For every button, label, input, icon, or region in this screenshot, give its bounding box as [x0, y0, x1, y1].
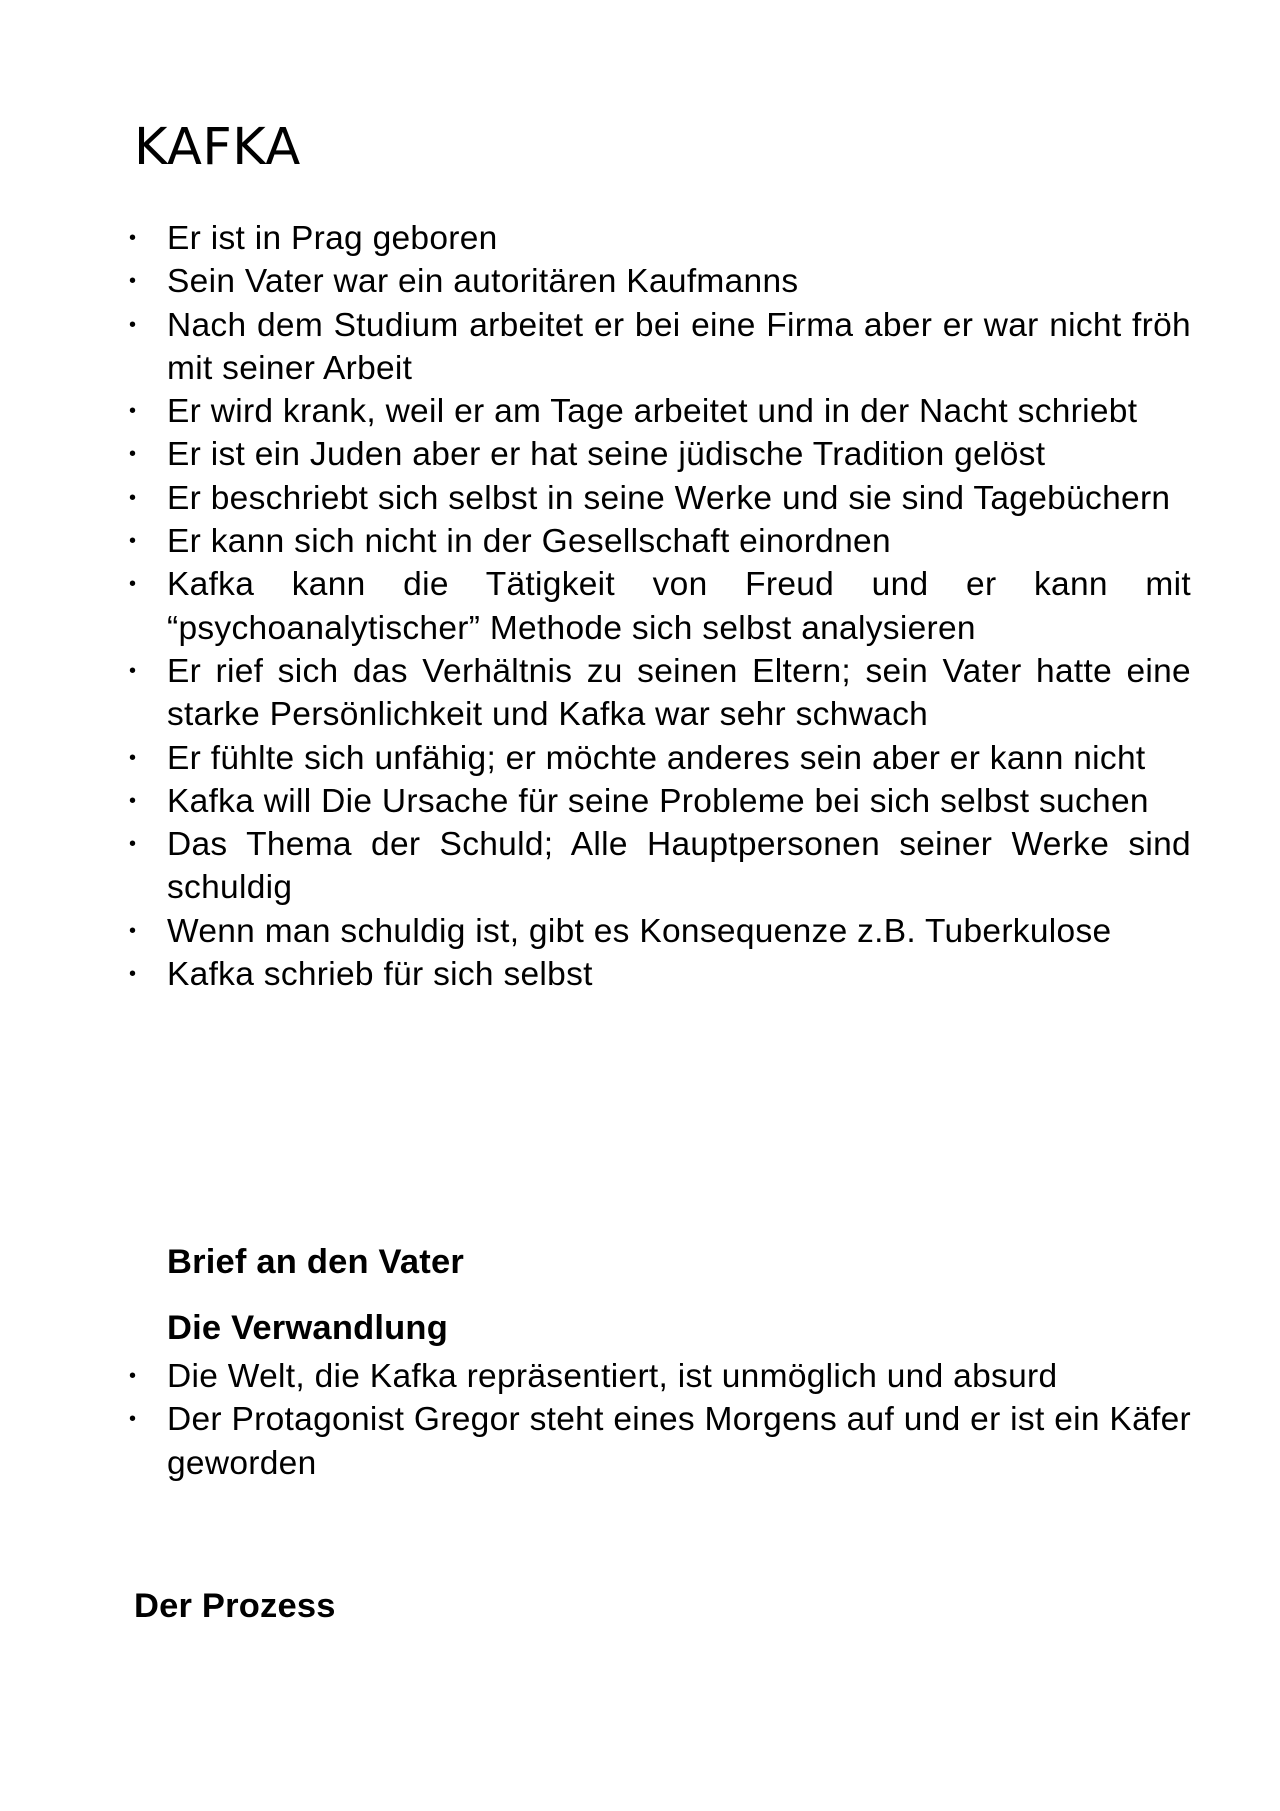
- bullet-icon: •: [129, 746, 137, 769]
- bullet-icon: •: [129, 963, 137, 986]
- list-item: [0, 563, 1191, 650]
- bullet-icon: •: [129, 400, 137, 423]
- heading-die-verwandlung: Die Verwandlung: [167, 1309, 448, 1347]
- list-item-text: Das Thema der Schuld; Alle Hauptpersonen seiner Werke sind schuldig: [167, 826, 1191, 907]
- heading-der-prozess: Der Prozess: [134, 1587, 336, 1625]
- list-item: [0, 1355, 1191, 1398]
- list-item: [0, 390, 1191, 433]
- list-item: [0, 650, 1191, 737]
- list-item: [0, 304, 1191, 391]
- bullet-icon: •: [129, 789, 137, 812]
- list-item-text: Sein Vater war ein autoritären Kaufmanns: [167, 263, 799, 301]
- bullet-icon: •: [129, 1408, 137, 1431]
- list-item-text: Kafka will Die Ursache für seine Probleme bei sich selbst suchen: [167, 782, 1149, 820]
- list-item-text: Er beschriebt sich selbst in seine Werke und sie sind Tagebüchern: [167, 479, 1171, 517]
- list-item-text: Er kann sich nicht in der Gesellschaft einordnen: [167, 523, 891, 561]
- list-item: [0, 477, 1191, 520]
- bullet-icon: •: [129, 1365, 137, 1387]
- list-item: [0, 260, 1191, 303]
- list-item: [0, 823, 1191, 910]
- list-item-text: Wenn man schuldig ist, gibt es Konsequenze z.B. Tuberkulose: [167, 912, 1112, 950]
- list-item: [0, 910, 1191, 953]
- list-item-text: Er ist in Prag geboren: [167, 220, 498, 257]
- list-item: [0, 953, 1191, 996]
- list-item-text: Er rief sich das Verhältnis zu seinen Eltern; sein Vater hatte eine starke Persönlichkeit und Kafka war sehr schwach: [167, 652, 1191, 734]
- list-item-text: Kafka kann die Tätigkeit von Freud und er kann mit “psychoanalytischer” Methode sich selbst analysieren: [167, 566, 1191, 647]
- bullet-icon: •: [129, 227, 137, 249]
- document-title: KAFKA: [134, 118, 301, 177]
- bullet-icon: •: [129, 486, 137, 509]
- list-item-text: Er ist ein Juden aber er hat seine jüdische Tradition gelöst: [167, 436, 1046, 474]
- list-item-text: Er fühlte sich unfähig; er möchte anderes sein aber er kann nicht: [167, 739, 1146, 777]
- list-item: [0, 1398, 1191, 1485]
- bullet-icon: •: [129, 313, 137, 336]
- bullet-icon: •: [129, 919, 137, 942]
- verwandlung-list: [0, 1355, 1280, 1485]
- bullet-icon: •: [129, 573, 137, 596]
- list-item: [0, 780, 1191, 823]
- bullet-icon: •: [129, 659, 137, 682]
- heading-brief-an-den-vater: Brief an den Vater: [167, 1243, 464, 1281]
- list-item-text: Die Welt, die Kafka repräsentiert, ist unmöglich und absurd: [167, 1358, 1058, 1395]
- biography-list: [0, 217, 1280, 996]
- bullet-icon: •: [129, 833, 137, 856]
- list-item-text: Nach dem Studium arbeitet er bei eine Firma aber er war nicht fröh mit seiner Arbeit: [167, 306, 1191, 387]
- list-item: [0, 217, 1191, 260]
- list-item-text: Kafka schrieb für sich selbst: [167, 956, 593, 994]
- bullet-icon: •: [129, 270, 137, 293]
- list-item-text: Der Protagonist Gregor steht eines Morgens auf und er ist ein Käfer geworden: [167, 1401, 1191, 1482]
- list-item: [0, 520, 1191, 563]
- list-item-text: Er wird krank, weil er am Tage arbeitet und in der Nacht schriebt: [167, 393, 1138, 431]
- list-item: [0, 433, 1191, 476]
- bullet-icon: •: [129, 530, 137, 553]
- bullet-icon: •: [129, 443, 137, 466]
- list-item: [0, 737, 1191, 780]
